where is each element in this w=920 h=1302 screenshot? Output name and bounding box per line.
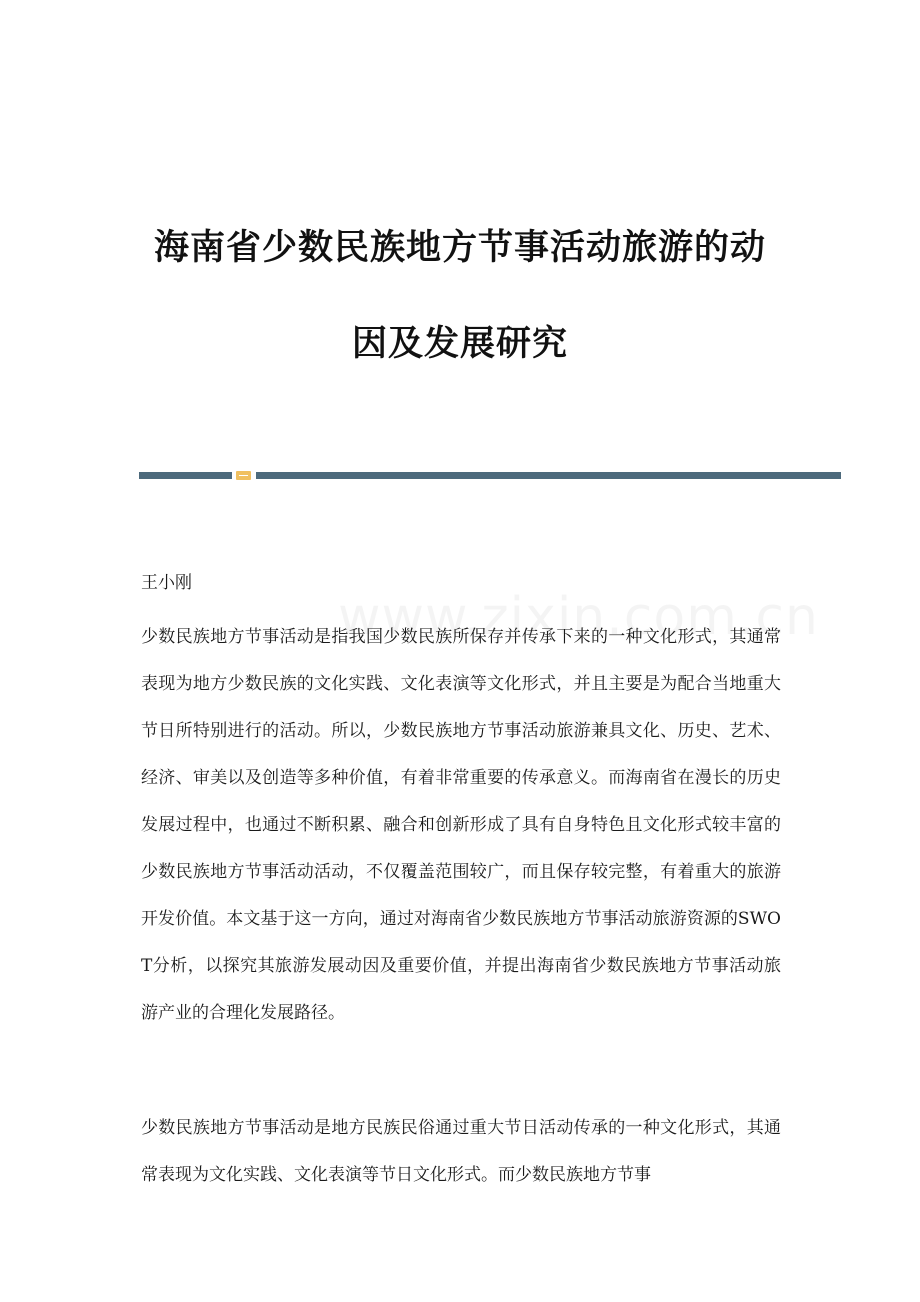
- body-paragraph: 少数民族地方节事活动是地方民族民俗通过重大节日活动传承的一种文化形式，其通常表现为文化实践、文化表演等节日文化形式。而少数民族地方节事: [141, 1118, 781, 1185]
- divider-bar-right: [256, 472, 841, 479]
- document-title-line-1: 海南省少数民族地方节事活动旅游的动: [153, 227, 766, 268]
- title-divider: [139, 471, 841, 480]
- document-title-line-2: 因及发展研究: [351, 323, 568, 364]
- author-name: 王小刚: [141, 573, 192, 593]
- divider-bar-left: [139, 472, 232, 479]
- divider-emblem-icon: [236, 471, 251, 480]
- abstract-paragraph: 少数民族地方节事活动是指我国少数民族所保存并传承下来的一种文化形式，其通常表现为地方少数民族的文化实践、文化表演等文化形式，并且主要是为配合当地重大节日所特别进行的活动。所以，少数民族地方节事活动旅游兼具文化、历史、艺术、经济、审美以及创造等多种价值，有着非常重要的传承意义。而海南省在漫长的历史发展过程中，也通过不断积累、融合和创新形成了具有自身特色且文化形式较丰富的少数民族地方节事活动活动，不仅覆盖范围较广，而且保存较完整，有着重大的旅游开发价值。本文基于这一方向，通过对海南省少数民族地方节事活动旅游资源的SWOT分析，以探究其旅游发展动因及重要价值，并提出海南省少数民族地方节事活动旅游产业的合理化发展路径。: [141, 627, 781, 1023]
